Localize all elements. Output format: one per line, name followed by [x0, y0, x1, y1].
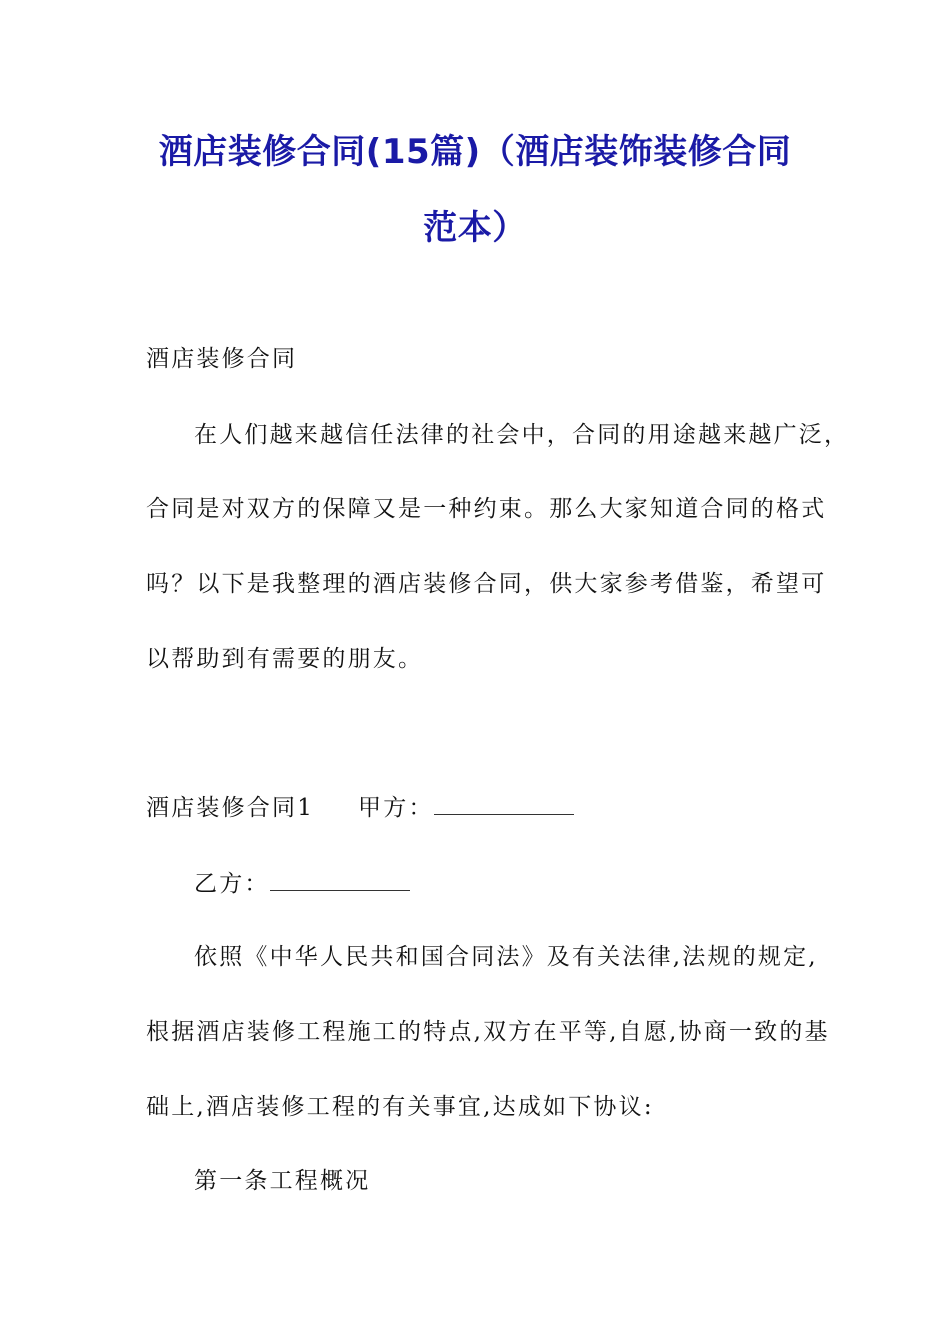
- contract-1-title: 酒店装修合同1: [146, 795, 315, 821]
- section-heading: 酒店装修合同: [146, 346, 298, 372]
- party-a-blank: [434, 794, 574, 815]
- document-title-line-1: 酒店装修合同(15篇)（酒店装饰装修合同: [158, 132, 792, 172]
- intro-line-1: 在人们越来越信任法律的社会中，合同的用途越来越广泛，: [194, 422, 850, 448]
- intro-line-2: 合同是对双方的保障又是一种约束。那么大家知道合同的格式: [146, 496, 827, 522]
- body-line-2: 根据酒店装修工程施工的特点,双方在平等,自愿,协商一致的基: [146, 1019, 830, 1045]
- party-b-blank: [270, 870, 410, 891]
- contract-1-header: [146, 793, 574, 823]
- body-line-3: 础上,酒店装修工程的有关事宜,达成如下协议:: [146, 1094, 654, 1120]
- body-line-1: 依照《中华人民共和国合同法》及有关法律,法规的规定,: [194, 944, 818, 970]
- party-b-label: 乙方：: [194, 871, 270, 897]
- article-1-heading: 第一条工程概况: [194, 1168, 371, 1194]
- party-a-label: 甲方：: [358, 795, 434, 821]
- intro-line-3: 吗？以下是我整理的酒店装修合同，供大家参考借鉴，希望可: [146, 571, 827, 597]
- intro-line-4: 以帮助到有需要的朋友。: [146, 646, 424, 672]
- document-title-line-2: 范本）: [423, 208, 527, 248]
- party-b-line: [194, 869, 410, 899]
